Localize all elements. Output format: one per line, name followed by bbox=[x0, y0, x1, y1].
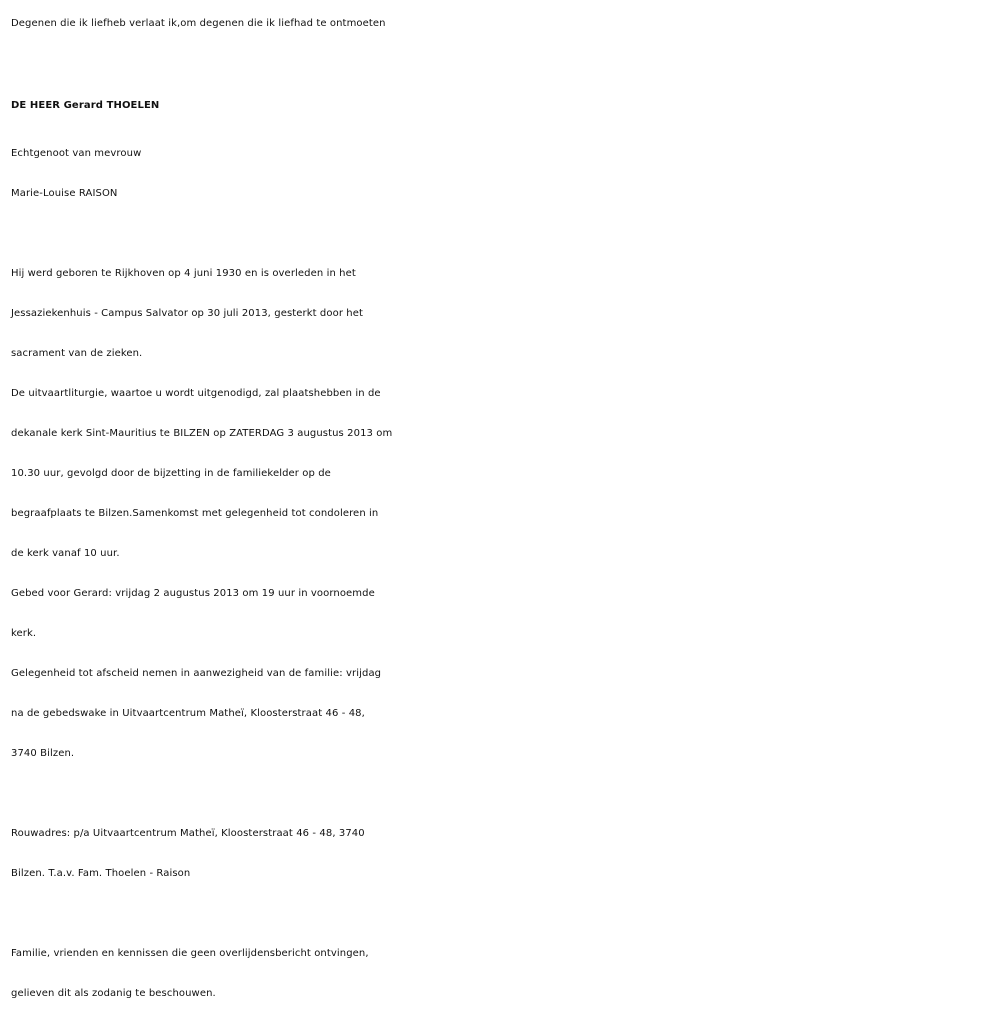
body-line: dekanale kerk Sint-Mauritius te BILZEN op ZATERDAG 3 augustus 2013 om bbox=[11, 428, 393, 439]
deceased-name: DE HEER Gerard THOELEN bbox=[11, 100, 160, 111]
spacer bbox=[11, 894, 993, 934]
body-line: de kerk vanaf 10 uur. bbox=[11, 548, 120, 559]
body-line: Jessaziekenhuis - Campus Salvator op 30 juli 2013, gesterkt door het bbox=[11, 308, 364, 319]
body-line: na de gebedswake in Uitvaartcentrum Matheï, Kloosterstraat 46 - 48, bbox=[11, 708, 365, 719]
body-line: 3740 Bilzen. bbox=[11, 748, 75, 759]
spouse-line: Echtgenoot van mevrouw bbox=[11, 148, 142, 159]
body-line: begraafplaats te Bilzen.Samenkomst met gelegenheid tot condoleren in bbox=[11, 508, 379, 519]
body-line: kerk. bbox=[11, 628, 37, 639]
body-line: Gelegenheid tot afscheid nemen in aanwezigheid van de familie: vrijdag bbox=[11, 668, 382, 679]
spacer bbox=[11, 214, 993, 254]
body-line: De uitvaartliturgie, waartoe u wordt uitgenodigd, zal plaatshebben in de bbox=[11, 388, 381, 399]
body-line: Gebed voor Gerard: vrijdag 2 augustus 2013 om 19 uur in voornoemde bbox=[11, 588, 375, 599]
closing-line: Familie, vrienden en kennissen die geen overlijdensbericht ontvingen, bbox=[11, 948, 369, 959]
address-line: Bilzen. T.a.v. Fam. Thoelen - Raison bbox=[11, 868, 191, 879]
body-line: Hij werd geboren te Rijkhoven op 4 juni 1930 en is overleden in het bbox=[11, 268, 356, 279]
body-line: sacrament van de zieken. bbox=[11, 348, 143, 359]
spacer bbox=[11, 774, 993, 814]
closing-line: gelieven dit als zodanig te beschouwen. bbox=[11, 988, 216, 999]
spouse-name: Marie-Louise RAISON bbox=[11, 188, 118, 199]
address-line: Rouwadres: p/a Uitvaartcentrum Matheï, Kloosterstraat 46 - 48, 3740 bbox=[11, 828, 365, 839]
death-notice bbox=[11, 4, 993, 1014]
body-line: 10.30 uur, gevolgd door de bijzetting in de familiekelder op de bbox=[11, 468, 331, 479]
motto: Degenen die ik liefheb verlaat ik,om degenen die ik liefhad te ontmoeten bbox=[11, 18, 386, 29]
